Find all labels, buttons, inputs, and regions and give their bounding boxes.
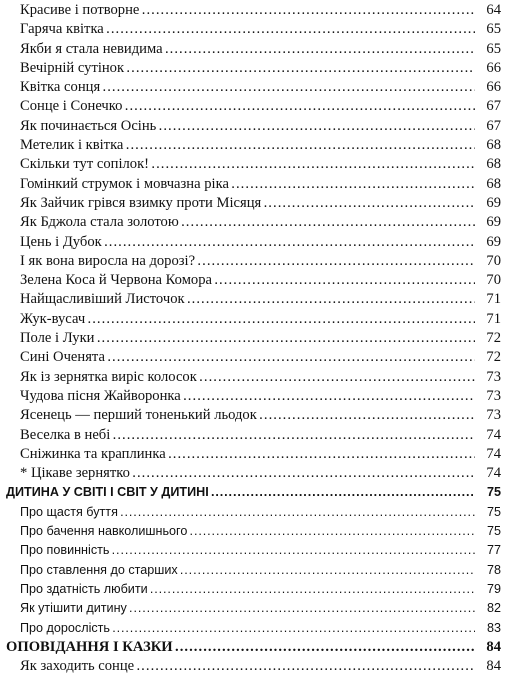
toc-entry	[0, 1, 507, 20]
toc-entry-page-number: 83	[486, 620, 501, 635]
toc-entry	[0, 387, 507, 406]
toc-entry-page-number: 70	[486, 252, 501, 269]
toc-entry-title: Як заходить сонце . . .	[20, 657, 475, 676]
toc-entry-page-number: 71	[486, 291, 501, 308]
toc-entry	[0, 522, 507, 541]
toc-entry	[0, 406, 507, 425]
toc-entry-page-number: 65	[486, 21, 501, 38]
toc-entry-page-number: 75	[486, 504, 501, 519]
toc-entry-page-number: 74	[486, 465, 501, 482]
toc-entry	[0, 541, 507, 560]
toc-entry-page-number: 75	[486, 524, 501, 539]
toc-entry-page-number: 82	[486, 601, 501, 616]
toc-entry	[0, 445, 507, 464]
toc-entry-page-number: 70	[486, 272, 501, 289]
toc-entry-title: Про здатність любити . . .	[20, 580, 475, 599]
toc-entry-page-number: 73	[486, 407, 501, 424]
toc-entry	[0, 40, 507, 59]
toc-entry	[0, 368, 507, 387]
toc-entry	[0, 310, 507, 329]
toc-entry-title: Про щастя буття . . .	[20, 503, 475, 522]
toc-entry	[0, 252, 507, 271]
toc-entry-title: Ясенець — перший тоненький льодок . . .	[20, 406, 475, 425]
toc-entry-title: Сонце і Сонечко . . .	[20, 97, 475, 116]
toc-entry-page-number: 68	[486, 175, 501, 192]
toc-entry-page-number: 84	[486, 658, 501, 675]
toc-entry-title: Про повинність . . .	[20, 541, 475, 560]
toc-entry-page-number: 73	[486, 368, 501, 385]
toc-entry-page-number: 69	[486, 194, 501, 211]
table-of-contents	[0, 1, 507, 676]
toc-entry-title: Квітка сонця . . .	[20, 78, 475, 97]
toc-entry	[0, 117, 507, 136]
toc-entry-title: * Цікаве зернятко . . .	[20, 464, 475, 483]
toc-entry-title: ДИТИНА У СВІТІ І СВІТ У ДИТИНІ . . .	[6, 483, 475, 502]
toc-entry	[0, 580, 507, 599]
toc-entry	[0, 290, 507, 309]
toc-entry-title: Найщасливіший Листочок . . .	[20, 290, 475, 309]
toc-entry-page-number: 74	[486, 426, 501, 443]
toc-entry-title: Як із зернятка виріс колосок . . .	[20, 368, 475, 387]
toc-entry-title: Як починається Осінь . . .	[20, 117, 475, 136]
toc-entry	[0, 483, 507, 502]
toc-entry-title: Якби я стала невидима . . .	[20, 40, 475, 59]
toc-entry	[0, 561, 507, 580]
toc-entry-title: Як утішити дитину . . .	[20, 599, 475, 618]
toc-entry	[0, 329, 507, 348]
toc-entry-title: Веселка в небі . . .	[20, 426, 475, 445]
toc-entry-page-number: 64	[486, 2, 501, 18]
toc-entry	[0, 426, 507, 445]
toc-entry	[0, 155, 507, 174]
toc-entry	[0, 136, 507, 155]
toc-entry-title: Гаряча квітка . . .	[20, 20, 475, 39]
toc-entry	[0, 503, 507, 522]
toc-entry-title: Метелик і квітка . . .	[20, 136, 475, 155]
toc-entry	[0, 59, 507, 78]
toc-entry-page-number: 84	[486, 638, 501, 655]
toc-entry-page-number: 68	[486, 137, 501, 154]
toc-entry-page-number: 65	[486, 40, 501, 57]
toc-entry-page-number: 69	[486, 233, 501, 250]
toc-entry-title: Зелена Коса й Червона Комора . . .	[20, 271, 475, 290]
toc-entry-title: Про бачення навколишнього . . .	[20, 522, 475, 541]
toc-entry-title: ОПОВІДАННЯ І КАЗКИ . . .	[6, 638, 475, 657]
toc-entry-page-number: 77	[486, 543, 501, 558]
toc-entry-page-number: 72	[486, 349, 501, 366]
toc-entry	[0, 78, 507, 97]
toc-entry-page-number: 74	[486, 445, 501, 462]
toc-entry-page-number: 73	[486, 387, 501, 404]
toc-entry-title: Вечірній сутінок . . .	[20, 59, 475, 78]
toc-entry-title: Скільки тут сопілок! . . .	[20, 155, 475, 174]
toc-entry	[0, 175, 507, 194]
toc-entry-title: Чудова пісня Жайворонка . . .	[20, 387, 475, 406]
toc-entry-page-number: 68	[486, 156, 501, 173]
toc-entry-page-number: 69	[486, 214, 501, 231]
toc-entry-title: Як Зайчик грівся взимку проти Місяця . . .	[20, 194, 475, 213]
toc-entry-title: І як вона виросла на дорозі? . . .	[20, 252, 475, 271]
toc-entry	[0, 638, 507, 657]
toc-entry-page-number: 67	[486, 98, 501, 115]
toc-entry-title: Як Бджола стала золотою . . .	[20, 213, 475, 232]
toc-entry	[0, 194, 507, 213]
toc-entry	[0, 599, 507, 618]
toc-entry	[0, 97, 507, 116]
toc-entry-title: Жук-вусач . . .	[20, 310, 475, 329]
toc-entry-page-number: 67	[486, 117, 501, 134]
toc-entry-page-number: 78	[486, 562, 501, 577]
toc-entry-title: Сніжинка та краплинка . . .	[20, 445, 475, 464]
toc-entry	[0, 464, 507, 483]
toc-entry-page-number: 75	[486, 485, 501, 500]
toc-entry-page-number: 71	[486, 310, 501, 327]
toc-entry	[0, 20, 507, 39]
toc-entry-title: Сині Оченята . . .	[20, 348, 475, 367]
toc-entry-title: Про ставлення до старших . . .	[20, 561, 475, 580]
toc-entry-page-number: 72	[486, 330, 501, 347]
toc-entry-title: Гомінкий струмок і мовчазна ріка . . .	[20, 175, 475, 194]
toc-entry	[0, 233, 507, 252]
toc-entry-title: Поле і Луки . . .	[20, 329, 475, 348]
toc-entry-page-number: 66	[486, 59, 501, 76]
toc-entry-title: Красиве і потворне . . .	[20, 1, 475, 20]
toc-entry	[0, 619, 507, 638]
toc-entry	[0, 213, 507, 232]
toc-entry-title: Цень і Дубок . . .	[20, 233, 475, 252]
toc-entry-page-number: 79	[486, 581, 501, 596]
toc-entry-title: Про дорослість . . .	[20, 619, 475, 638]
toc-entry	[0, 348, 507, 367]
toc-entry	[0, 271, 507, 290]
toc-entry	[0, 657, 507, 676]
toc-entry-page-number: 66	[486, 79, 501, 96]
